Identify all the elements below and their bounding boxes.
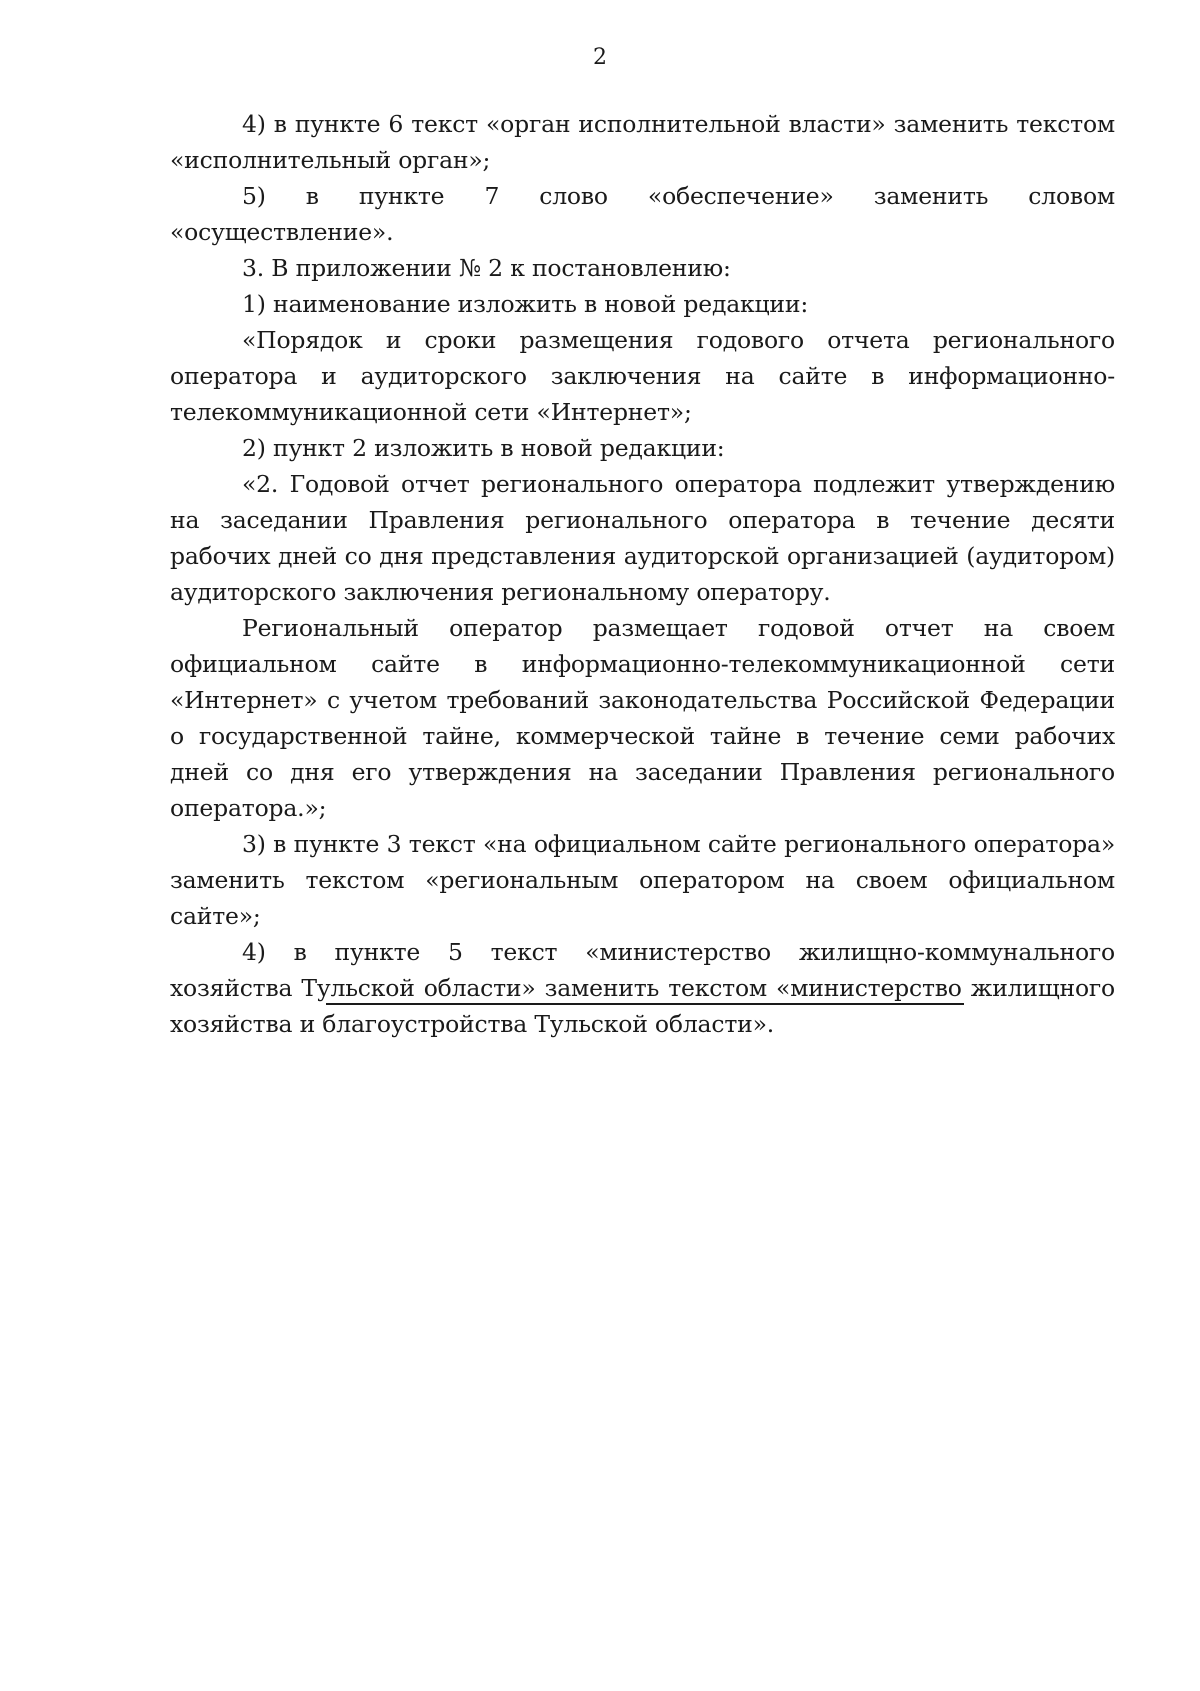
paragraph-item-4-point-5: 4) в пункте 5 текст «министерство жилищно-коммунального хозяйства Тульской области» заменить текстом «министерство жилищного хозяйства и благоустройства Тульской области».	[170, 938, 1115, 1038]
paragraph-item-3-point-3: 3) в пункте 3 текст «на официальном сайте регионального оператора» заменить текстом «региональным оператором на своем официальном сайте»;	[170, 830, 1115, 930]
paragraph-item-4-point-6: 4) в пункте 6 текст «орган исполнительной власти» заменить текстом «исполнительный орган»;	[170, 110, 1115, 174]
page-number: 2	[593, 45, 607, 70]
paragraph-item-5-point-7: 5) в пункте 7 слово «обеспечение» заменить словом «осуществление».	[170, 182, 1115, 246]
end-of-text-rule	[326, 1003, 964, 1005]
document-body	[170, 106, 1115, 1042]
paragraph-item-2-point-2: 2) пункт 2 изложить в новой редакции:	[242, 434, 725, 462]
paragraph-new-title-text: «Порядок и сроки размещения годового отчета регионального оператора и аудиторского заключения на сайте в информационно-телекоммуникационной сети «Интернет»;	[170, 326, 1115, 426]
paragraph-item-1-title: 1) наименование изложить в новой редакции:	[242, 290, 809, 318]
paragraph-section-3-appendix-2: 3. В приложении № 2 к постановлению:	[242, 254, 731, 282]
paragraph-point-2-text: «2. Годовой отчет регионального оператора подлежит утверждению на заседании Правления регионального оператора в течение десяти рабочих дней со дня представления аудиторской организацией (аудитором) аудиторского заключения региональному оператору.	[170, 470, 1115, 606]
paragraph-point-2-continuation: Региональный оператор размещает годовой отчет на своем официальном сайте в информационно-телекоммуникационной сети «Интернет» с учетом требований законодательства Российской Федерации о государственной тайне, коммерческой тайне в течение семи рабочих дней со дня его утверждения на заседании Правления регионального оператора.»;	[170, 614, 1115, 822]
